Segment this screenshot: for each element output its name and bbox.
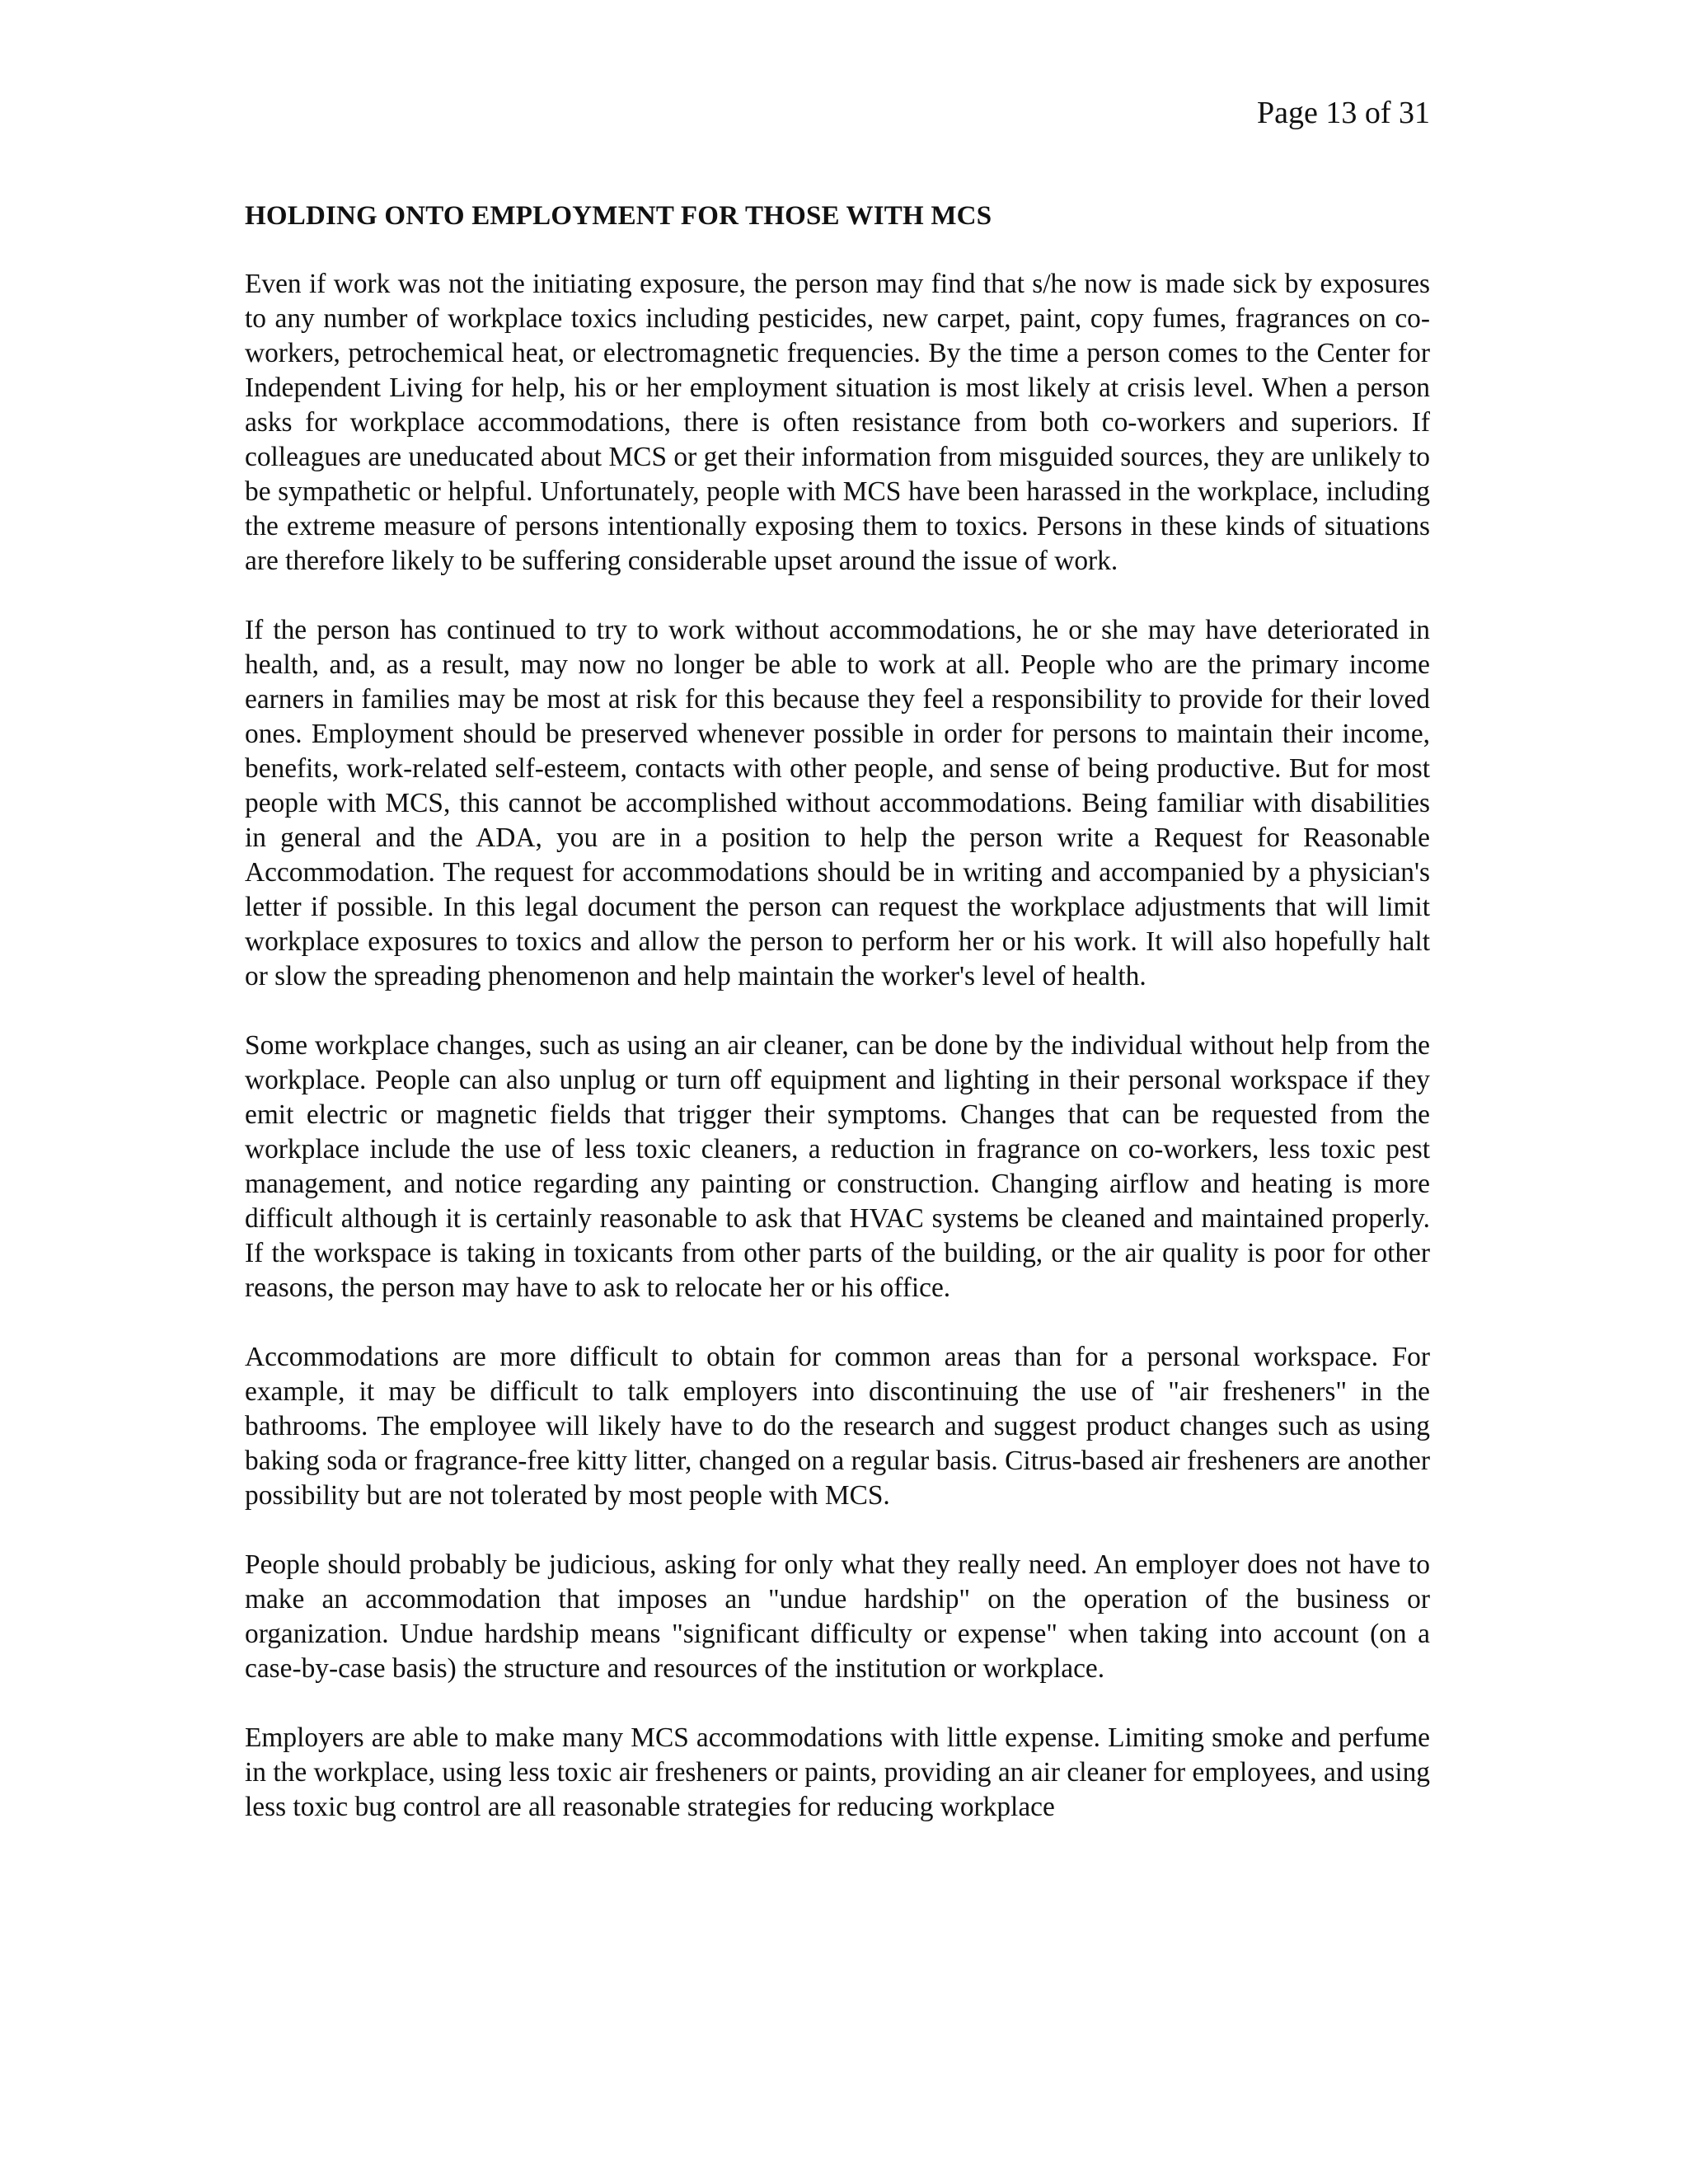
paragraph-low-cost-accommodations: Employers are able to make many MCS accommodations with little expense. Limiting smoke and perfume in the workplace, using less toxic air fresheners or paints, providing an air cleaner for employees, and using less toxic bug control are all reasonable strategies for reducing workplace [245, 1722, 1430, 1822]
paragraph-preserving-employment: If the person has continued to try to work without accommodations, he or she may have deteriorated in health, and, as a result, may now no longer be able to work at all. People who are the primary income earners in families may be most at risk for this because they feel a responsibility to provide for their loved ones. Employment should be preserved whenever possible in order for persons to maintain their income, benefits, work-related self-esteem, contacts with other people, and sense of being productive. But for most people with MCS, this cannot be accomplished without accommodations. Being familiar with disabilities in general and the ADA, you are in a position to help the person write a Request for Reasonable Accommodation. The request for accommodations should be in writing and accompanied by a physician's letter if possible. In this legal document the person can request the workplace adjustments that will limit workplace exposures to toxics and allow the person to perform her or his work. It will also hopefully halt or slow the spreading phenomenon and help maintain the worker's level of health. [245, 615, 1430, 991]
paragraph-workplace-changes: Some workplace changes, such as using an air cleaner, can be done by the individual without help from the workplace. People can also unplug or turn off equipment and lighting in their personal workspace if they emit electric or magnetic fields that trigger their symptoms. Changes that can be requested from the workplace include the use of less toxic cleaners, a reduction in fragrance on co-workers, less toxic pest management, and notice regarding any painting or construction. Changing airflow and heating is more difficult although it is certainly reasonable to ask that HVAC systems be cleaned and maintained properly. If the workspace is taking in toxicants from other parts of the building, or the air quality is poor for other reasons, the person may have to ask to relocate her or his office. [245, 1030, 1430, 1303]
paragraph-undue-hardship: People should probably be judicious, asking for only what they really need. An employer does not have to make an accommodation that imposes an "undue hardship" on the operation of the business or organization. Undue hardship means "significant difficulty or expense" when taking into account (on a case-by-case basis) the structure and resources of the institution or workplace. [245, 1549, 1430, 1684]
page-content [245, 198, 1430, 1859]
page-number: Page 13 of 31 [1256, 96, 1430, 130]
paragraph-work-exposure: Even if work was not the initiating exposure, the person may find that s/he now is made sick by exposures to any number of workplace toxics including pesticides, new carpet, paint, copy fumes, fragrances on co-workers, petrochemical heat, or electromagnetic frequencies. By the time a person comes to the Center for Independent Living for help, his or her employment situation is most likely at crisis level. When a person asks for workplace accommodations, there is often resistance from both co-workers and superiors. If colleagues are uneducated about MCS or get their information from misguided sources, they are unlikely to be sympathetic or helpful. Unfortunately, people with MCS have been harassed in the workplace, including the extreme measure of persons intentionally exposing them to toxics. Persons in these kinds of situations are therefore likely to be suffering considerable upset around the issue of work. [245, 269, 1430, 576]
section-heading: HOLDING ONTO EMPLOYMENT FOR THOSE WITH MCS [245, 201, 992, 231]
paragraph-common-areas: Accommodations are more difficult to obtain for common areas than for a personal workspace. For example, it may be difficult to talk employers into discontinuing the use of "air fresheners" in the bathrooms. The employee will likely have to do the research and suggest product changes such as using baking soda or fragrance-free kitty litter, changed on a regular basis. Citrus-based air fresheners are another possibility but are not tolerated by most people with MCS. [245, 1342, 1430, 1511]
